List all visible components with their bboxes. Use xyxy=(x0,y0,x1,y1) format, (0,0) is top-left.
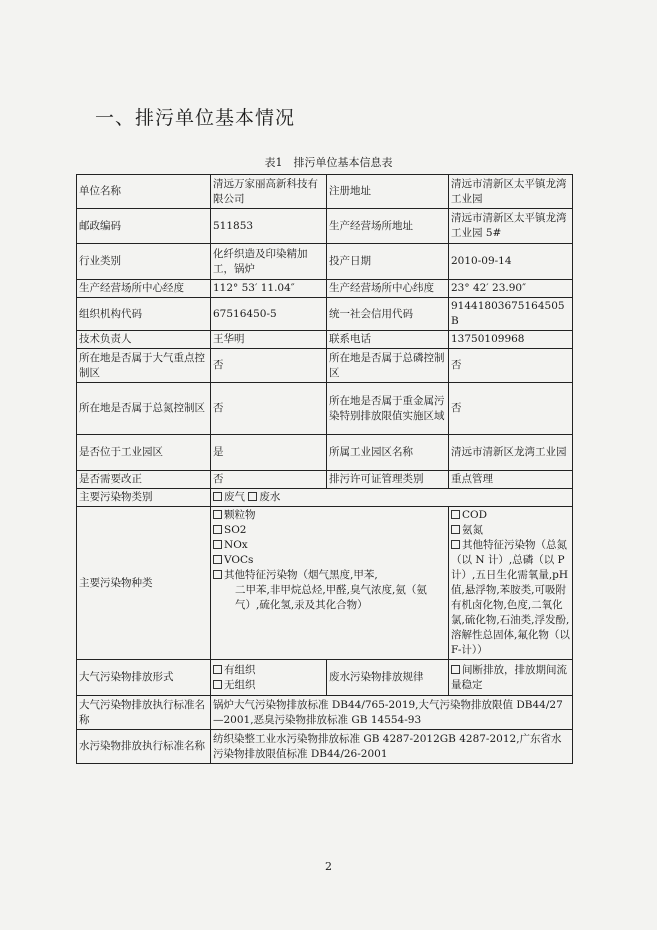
value-cell: 否 xyxy=(449,383,573,435)
value-text: 间断排放，排放期间流量稳定 xyxy=(451,663,567,691)
value-cell: 13750109968 xyxy=(449,331,573,349)
table-row xyxy=(77,435,573,471)
checkbox-icon xyxy=(248,492,257,501)
option-water: 废水 xyxy=(259,491,281,503)
value-cell: 67516450-5 xyxy=(211,298,327,331)
option-unorganized: 无组织 xyxy=(224,678,256,691)
checkbox-icon xyxy=(213,525,222,534)
section-title: 一、排污单位基本情况 xyxy=(95,107,296,129)
value-cell: 化纤织造及印染精加工，锅炉 xyxy=(211,244,327,280)
value-cell: 清远万家丽高新科技有限公司 xyxy=(211,175,327,209)
value-cell: 清远市清新区太平镇龙湾工业园 xyxy=(449,175,573,209)
table-row xyxy=(77,280,573,298)
checkbox-icon xyxy=(213,555,222,564)
value-cell: 2010-09-14 xyxy=(449,244,573,280)
value-cell: 清远市清新区龙湾工业园 xyxy=(449,435,573,471)
value-cell: 否 xyxy=(211,349,327,383)
checkbox-icon xyxy=(213,665,222,674)
label-cell: 生产经营场所中心纬度 xyxy=(327,280,449,298)
label-cell: 生产经营场所中心经度 xyxy=(77,280,211,298)
label-cell: 所在地是否属于总磷控制区 xyxy=(327,349,449,383)
label-cell: 所在地是否属于重金属污染特别排放限值实施区域 xyxy=(327,383,449,435)
list-item: NOx xyxy=(224,539,248,551)
label-cell: 注册地址 xyxy=(327,175,449,209)
table-row xyxy=(77,349,573,383)
checkbox-icon xyxy=(451,540,460,549)
value-cell: 否 xyxy=(211,471,327,489)
list-item: VOCs xyxy=(224,554,254,566)
label-cell: 联系电话 xyxy=(327,331,449,349)
label-cell: 是否位于工业园区 xyxy=(77,435,211,471)
label-cell: 邮政编码 xyxy=(77,209,211,244)
checkbox-icon xyxy=(213,510,222,519)
water-pollutant-list xyxy=(449,507,573,660)
label-cell: 组织机构代码 xyxy=(77,298,211,331)
value-cell: 锅炉大气污染物排放标准 DB44/765-2019,大气污染物排放限值 DB44/27—2001,恶臭污染物排放标准 GB 14554-93 xyxy=(211,696,573,730)
table-row xyxy=(77,209,573,244)
table-caption: 表1 排污单位基本信息表 xyxy=(264,156,393,169)
list-item: 颗粒物 xyxy=(224,509,256,521)
table-row xyxy=(77,331,573,349)
checkbox-icon xyxy=(213,680,222,689)
label-cell: 统一社会信用代码 xyxy=(327,298,449,331)
label-cell: 大气污染物排放形式 xyxy=(77,660,211,696)
value-cell: 重点管理 xyxy=(449,471,573,489)
label-cell: 废水污染物排放规律 xyxy=(327,660,449,696)
table-row xyxy=(77,244,573,280)
label-cell: 技术负责人 xyxy=(77,331,211,349)
pollutant-unit-info-table xyxy=(76,174,573,764)
table-row xyxy=(77,507,573,660)
label-cell: 投产日期 xyxy=(327,244,449,280)
list-item: 二甲苯,非甲烷总烃,甲醛,臭气浓度,氨（氨气）,硫化氢,汞及其化合物） xyxy=(235,584,427,611)
page-number: 2 xyxy=(325,860,332,873)
table-row xyxy=(77,471,573,489)
option-air: 废气 xyxy=(224,491,245,503)
label-cell: 所在地是否属于总氮控制区 xyxy=(77,383,211,435)
label-cell: 水污染物排放执行标准名称 xyxy=(77,730,211,764)
value-cell: 112° 53′ 11.04″ xyxy=(211,280,327,298)
checkbox-icon xyxy=(213,570,222,579)
checkbox-icon xyxy=(213,492,222,501)
list-item: 氨氮 xyxy=(462,524,483,536)
checkbox-icon xyxy=(451,525,460,534)
value-cell: 否 xyxy=(211,383,327,435)
checkbox-icon xyxy=(213,540,222,549)
pollutant-category-cell xyxy=(211,489,573,507)
label-cell: 主要污染物种类 xyxy=(77,507,211,660)
label-cell: 所在地是否属于大气重点控制区 xyxy=(77,349,211,383)
table-row xyxy=(77,660,573,696)
list-item: SO2 xyxy=(224,524,247,536)
list-item: 其他特征污染物（总氮（以 N 计）,总磷（以 P 计）,五日生化需氧量,pH 值,悬浮物,苯胺类,可吸附有机卤化物,色度,二氧化氯,硫化物,石油类,浮发酚,溶解性总固体,氟化物（以 F-计）） xyxy=(451,539,570,656)
label-cell: 排污许可证管理类别 xyxy=(327,471,449,489)
air-pollutant-list xyxy=(211,507,449,660)
table-row xyxy=(77,298,573,331)
value-cell: 511853 xyxy=(211,209,327,244)
option-organized: 有组织 xyxy=(224,663,256,676)
label-cell: 行业类别 xyxy=(77,244,211,280)
list-item: 其他特征污染物（烟气黑度,甲苯, xyxy=(224,569,378,581)
label-cell: 所属工业园区名称 xyxy=(327,435,449,471)
value-cell: 否 xyxy=(449,349,573,383)
table-row xyxy=(77,175,573,209)
table-row xyxy=(77,489,573,507)
value-cell: 清远市清新区太平镇龙湾工业园 5# xyxy=(449,209,573,244)
discharge-pattern-cell xyxy=(449,660,573,696)
label-cell: 生产经营场所地址 xyxy=(327,209,449,244)
checkbox-icon xyxy=(451,510,460,519)
label-cell: 主要污染物类别 xyxy=(77,489,211,507)
table-row xyxy=(77,696,573,730)
table-row xyxy=(77,730,573,764)
list-item: COD xyxy=(462,509,488,521)
value-cell: 91441803675164505B xyxy=(449,298,573,331)
checkbox-icon xyxy=(451,665,460,674)
value-cell: 是 xyxy=(211,435,327,471)
label-cell: 大气污染物排放执行标准名称 xyxy=(77,696,211,730)
table-row xyxy=(77,383,573,435)
label-cell: 单位名称 xyxy=(77,175,211,209)
value-cell: 王华明 xyxy=(211,331,327,349)
label-cell: 是否需要改正 xyxy=(77,471,211,489)
emission-form-cell xyxy=(211,660,327,696)
value-cell: 纺织染整工业水污染物排放标准 GB 4287-2012GB 4287-2012,广东省水污染物排放限值标准 DB44/26-2001 xyxy=(211,730,573,764)
value-cell: 23° 42′ 23.90″ xyxy=(449,280,573,298)
